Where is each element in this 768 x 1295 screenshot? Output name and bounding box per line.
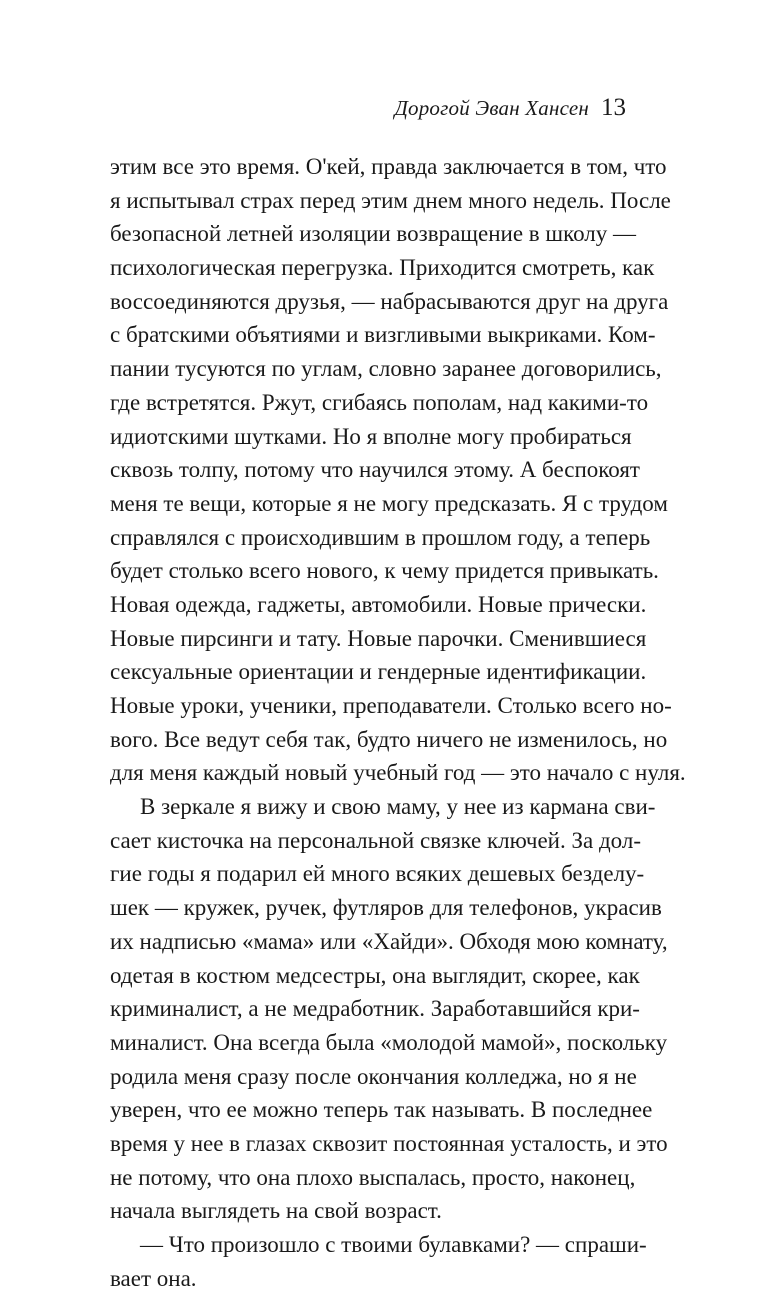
text-line: справлялся с происходившим в прошлом году, а теперь bbox=[110, 524, 651, 550]
text-line: будет столько всего нового, к чему придется привыкать. bbox=[110, 558, 659, 584]
book-title: Дорогой Эван Хансен bbox=[394, 96, 589, 120]
text-line: время у нее в глазах сквозит постоянная усталость, и это bbox=[110, 1130, 668, 1156]
text-line: я испытывал страх перед этим днем много недель. После bbox=[110, 187, 671, 213]
text-line: родила меня сразу после окончания колледжа, но я не bbox=[110, 1063, 637, 1089]
text-line: меня те вещи, которые я не могу предсказать. Я с трудом bbox=[110, 490, 668, 516]
text-line: этим все это время. О'кей, правда заключается в том, что bbox=[110, 154, 667, 179]
text-line: вает она. bbox=[110, 1265, 197, 1291]
text-line: их надписью «мама» или «Хайди». Обходя мою комнату, bbox=[110, 928, 668, 954]
text-line: сквозь толпу, потому что научился этому. А беспокоят bbox=[110, 457, 640, 483]
text-line: В зеркале я вижу и свою маму, у нее из кармана сви- bbox=[140, 794, 656, 820]
text-line: сексуальные ориентации и гендерные идентификации. bbox=[110, 659, 647, 685]
text-line: — Что произошло с твоими булавками? — спраши- bbox=[140, 1232, 647, 1257]
text-line: шек — кружек, ручек, футляров для телефонов, украсив bbox=[110, 895, 662, 921]
text-line: пании тусуются по углам, словно заранее договорились, bbox=[110, 356, 662, 382]
text-line: сает кисточка на персональной связке ключей. За дол- bbox=[110, 827, 641, 853]
running-header bbox=[394, 94, 626, 122]
text-line: где встретятся. Ржут, сгибаясь пополам, над какими-то bbox=[110, 389, 649, 415]
text-line: вого. Все ведут себя так, будто ничего не изменилось, но bbox=[110, 726, 668, 752]
body-text bbox=[110, 150, 686, 1295]
text-line: не потому, что она плохо выспалась, просто, наконец, bbox=[110, 1164, 636, 1190]
text-line: идиотскими шутками. Но я вполне могу пробираться bbox=[110, 423, 632, 449]
page-number: 13 bbox=[601, 94, 626, 121]
text-line: воссоединяются друзья, — набрасываются друг на друга bbox=[110, 288, 669, 314]
text-line: Новая одежда, гаджеты, автомобили. Новые прически. bbox=[110, 591, 647, 617]
text-line: уверен, что ее можно теперь так называть. В последнее bbox=[110, 1097, 653, 1123]
text-line: с братскими объятиями и визгливыми выкриками. Ком- bbox=[110, 322, 656, 348]
text-line: криминалист, а не медработник. Заработавшийся кри- bbox=[110, 996, 640, 1022]
text-line: психологическая перегрузка. Приходится смотреть, как bbox=[110, 255, 655, 281]
text-line: Новые пирсинги и тату. Новые парочки. Сменившиеся bbox=[110, 625, 647, 651]
text-line: гие годы я подарил ей много всяких дешевых безделу- bbox=[110, 861, 645, 887]
text-line: безопасной летней изоляции возвращение в школу — bbox=[110, 221, 637, 247]
text-line: Новые уроки, ученики, преподаватели. Столько всего но- bbox=[110, 693, 672, 718]
text-line: начала выглядеть на свой возраст. bbox=[110, 1198, 442, 1224]
text-line: одетая в костюм медсестры, она выглядит, скорее, как bbox=[110, 962, 640, 988]
text-line: миналист. Она всегда была «молодой мамой», поскольку bbox=[110, 1029, 668, 1055]
text-line: для меня каждый новый учебный год — это начало с нуля. bbox=[110, 760, 686, 786]
